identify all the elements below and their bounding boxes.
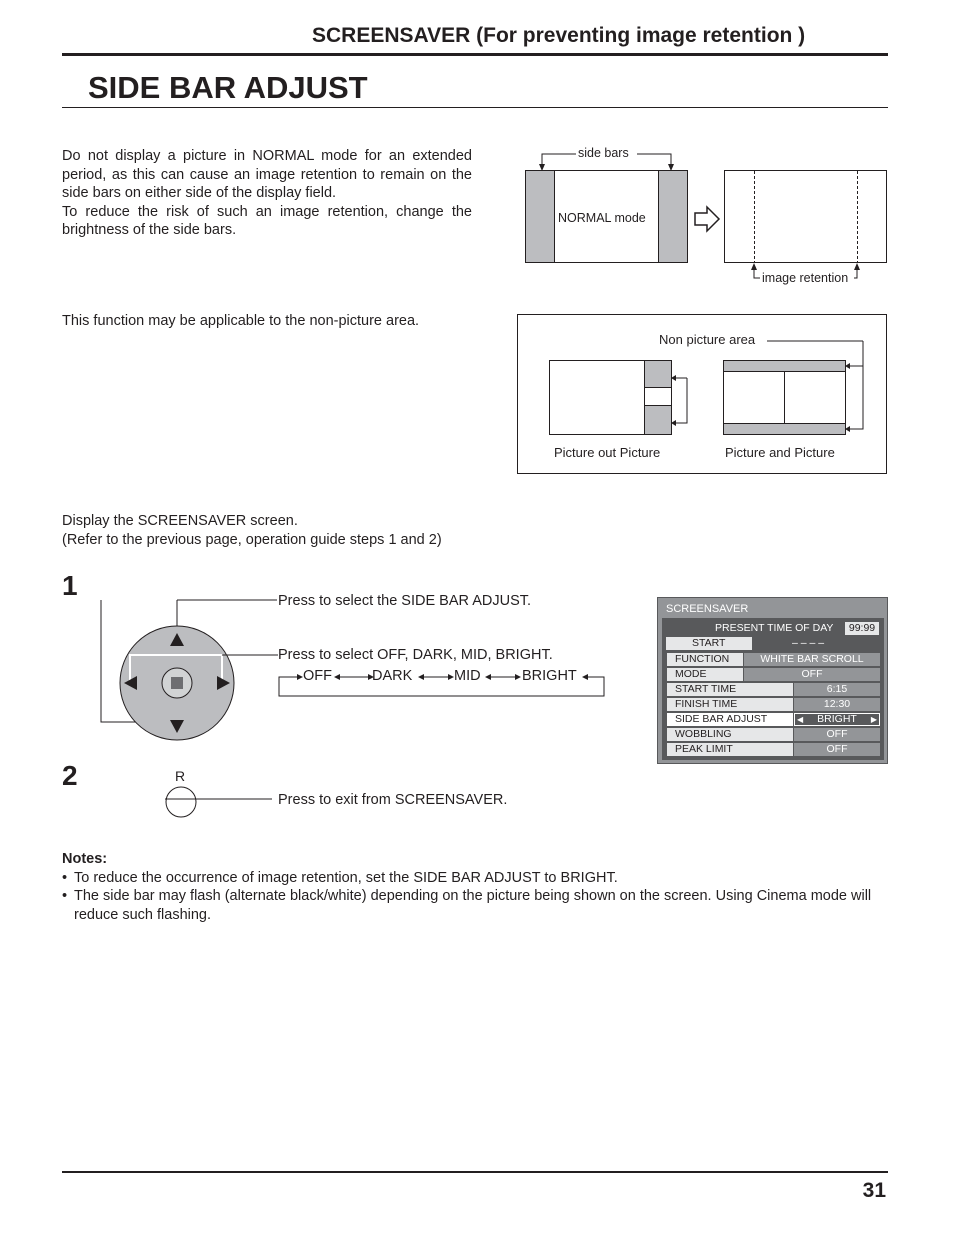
footer-rule xyxy=(62,1171,888,1173)
instruction-line-1: Display the SCREENSAVER screen. xyxy=(62,513,298,529)
intro-paragraph-2: To reduce the risk of such an image retention, change the brightness of the side bars. xyxy=(62,203,472,238)
section-title: SCREENSAVER (For preventing image retention ) xyxy=(312,24,806,47)
non-picture-area-diagram xyxy=(517,314,887,474)
osd-side-bar-value: BRIGHT xyxy=(817,713,857,725)
option-dark: DARK xyxy=(372,668,413,684)
osd-peak-limit-label: PEAK LIMIT xyxy=(667,743,793,756)
osd-function-value: WHITE BAR SCROLL xyxy=(744,653,880,666)
page-number: 31 xyxy=(862,1179,886,1202)
picture-out-picture-label: Picture out Picture xyxy=(554,445,661,460)
step-2-exit-text: Press to exit from SCREENSAVER. xyxy=(278,792,508,808)
osd-start-value: – – – – xyxy=(792,637,825,649)
image-retention-label: image retention xyxy=(762,271,849,285)
osd-function-label: FUNCTION xyxy=(667,653,743,666)
instruction-line-2: (Refer to the previous page, operation guide steps 1 and 2) xyxy=(62,532,442,548)
osd-mode-value: OFF xyxy=(744,668,880,681)
osd-title: SCREENSAVER xyxy=(666,603,749,615)
osd-present-time-value: 99:99 xyxy=(845,622,879,635)
option-off: OFF xyxy=(303,668,332,684)
step-1-select-text: Press to select the SIDE BAR ADJUST. xyxy=(278,593,532,609)
osd-start-time-label: START TIME xyxy=(667,683,793,696)
osd-present-time-label: PRESENT TIME OF DAY xyxy=(715,622,834,634)
screensaver-osd xyxy=(657,597,888,764)
osd-wobbling-label: WOBBLING xyxy=(667,728,793,741)
note-item: • The side bar may flash (alternate black/white) depending on the picture being shown on the screen. Using Cinema mode will reduce such flashing. xyxy=(62,887,892,924)
r-button-label: R xyxy=(175,768,186,784)
function-note: This function may be applicable to the non-picture area. xyxy=(62,313,420,329)
osd-finish-time-value: 12:30 xyxy=(794,698,880,711)
title-rule xyxy=(62,107,888,108)
option-bright: BRIGHT xyxy=(522,668,577,684)
step-2-number: 2 xyxy=(62,760,78,791)
osd-right-arrow-icon: ▶ xyxy=(870,715,877,724)
osd-finish-time-label: FINISH TIME xyxy=(667,698,793,711)
osd-mode-label: MODE xyxy=(667,668,743,681)
note-item: • To reduce the occurrence of image retention, set the SIDE BAR ADJUST to BRIGHT. xyxy=(62,869,892,888)
picture-and-picture-label: Picture and Picture xyxy=(725,445,835,460)
notes xyxy=(62,850,892,924)
osd-peak-limit-value: OFF xyxy=(794,743,880,756)
options-cycle xyxy=(278,666,608,698)
option-mid: MID xyxy=(454,668,481,684)
page-title: SIDE BAR ADJUST xyxy=(88,70,368,105)
side-bars-diagram xyxy=(520,140,900,290)
osd-start-time-value: 6:15 xyxy=(794,683,880,696)
step-1-options-text: Press to select OFF, DARK, MID, BRIGHT. xyxy=(278,647,553,663)
dpad-graphic xyxy=(100,590,280,750)
non-picture-area-label: Non picture area xyxy=(659,332,756,347)
step-1-number: 1 xyxy=(62,570,78,601)
side-bars-label: side bars xyxy=(578,146,629,160)
osd-side-bar-value-box[interactable] xyxy=(794,713,880,726)
osd-wobbling-value: OFF xyxy=(794,728,880,741)
notes-heading: Notes: xyxy=(62,851,108,867)
header-rule xyxy=(62,53,888,56)
intro-text xyxy=(62,147,472,240)
normal-mode-label: NORMAL mode xyxy=(558,211,646,225)
r-button-graphic xyxy=(160,768,280,822)
osd-side-bar-label[interactable]: SIDE BAR ADJUST xyxy=(667,713,793,726)
intro-paragraph-1: Do not display a picture in NORMAL mode for an extended period, as this can cause an image retention to remain on the side bars on either side of the display field. xyxy=(62,148,472,201)
osd-menu xyxy=(662,618,884,760)
remote-dpad xyxy=(100,590,280,750)
osd-start-label: START xyxy=(666,637,752,650)
osd-left-arrow-icon: ◀ xyxy=(797,715,804,724)
